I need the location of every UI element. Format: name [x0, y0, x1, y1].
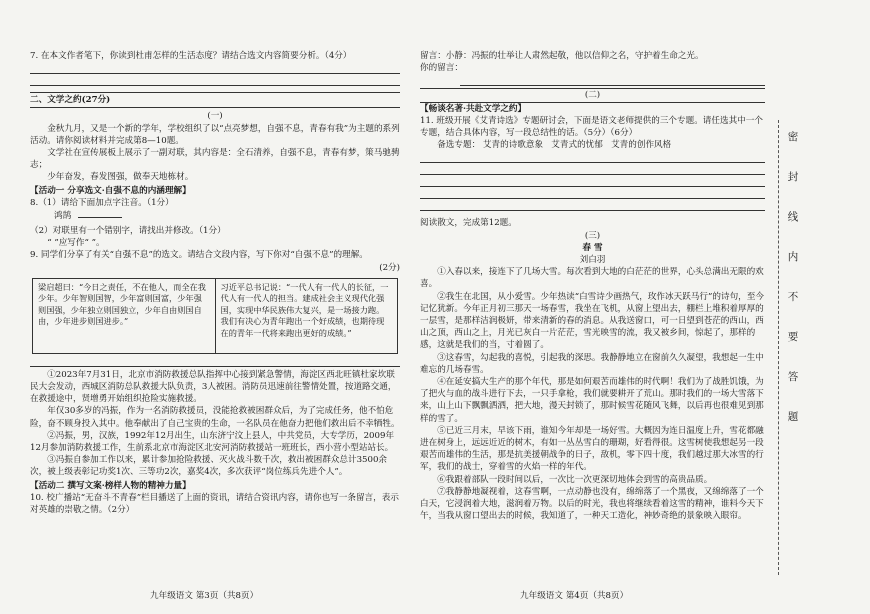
material-text: 文学社在宣传展板上展示了一副对联，其内容是：全石清养，自强不息，青春有梦，策马驰骋志；: [30, 148, 400, 171]
reading-prompt: 阅读散文，完成第12题。: [420, 218, 517, 229]
answer-line[interactable]: [420, 201, 765, 211]
quote-table: [32, 278, 398, 354]
part-number: (二): [420, 88, 765, 102]
seal-char: 题: [787, 411, 799, 423]
correction-fill: “ ”应写作“ ”。: [47, 238, 105, 249]
page-footer-left: 九年级语文 第3页（共8页）: [150, 591, 259, 601]
seal-divider: [778, 120, 779, 575]
answer-line[interactable]: [30, 76, 400, 86]
essay-paragraph-7: ⑦我静静地凝视着，这春雪啊，一点动静也没有，绵绵落了一个黑夜，又绵绵落了一个白天，它浸润着大地，滋润着万物。以后的时光，我也将继续看着这雪的精神，谁料今天下午，当我从窗口望出去的时候，我知道了，一种天工造化，神妙奇绝的景象映入眼帘。: [420, 486, 764, 522]
answer-line[interactable]: [420, 189, 765, 199]
news-paragraph-3: ②冯振，男，汉族，1992年12月出生，山东济宁汶上县人，中共党员，大专学历，2009年12月参加消防救援工作，生前系北京市海淀区北安河消防救援站一班班长，西小营小型站站长。: [30, 430, 395, 454]
right-column: [420, 50, 765, 523]
intro-paragraph: 金秋九月，又是一个新的学年，学校组织了以“点亮梦想，自强不息，青春有我”为主题的系列活动。请你阅读材料并完成第8—10题。: [30, 123, 400, 146]
your-message-label: 你的留言：: [420, 63, 463, 74]
part-number: (三): [584, 230, 601, 241]
news-paragraph-4: ③冯振自参加工作以来，累计参加抢险救援、灭火战斗数千次，救出被困群众总计3500余次，被上级表彰记功奖1次、三等功2次，嘉奖4次，多次获评“岗位练兵先进个人”。: [30, 455, 388, 478]
essay-paragraph-3: ③这春雪，勾起我的喜悦，引起我的深思。我静静地立在窗前久久凝望，我想起一生中难忘的几场春雪。: [420, 352, 764, 375]
topic-1: 艾青的诗歌意象: [482, 140, 544, 151]
pinyin-block: [54, 211, 400, 221]
left-column: [30, 50, 400, 516]
question-11: 11. 班级开展《艾青诗选》专题研讨会，下面是语文老师提供的三个专题。请任选其中一个专题，结合具体内容，写一段总结性的话。（5分）（6分）: [420, 115, 763, 139]
question-9-score: (2分): [379, 262, 400, 273]
sample-message: 留言：小静：冯振的壮举让人肃然起敬，他以信仰之名，守护着生命之光。: [420, 51, 704, 61]
essay-paragraph-6: ⑥我跟着部队一段时间以后，一次比一次更深切地体会到雪的高贵品质。: [437, 474, 713, 485]
essay-paragraph-2: ②我生在北国，从小爱雪。少年热读“白雪诗少画热气，玫作冰天跃马行”的诗句，至今记忆犹新。今年正月初三那天一场春雪，我坐在飞机，从窗上望出去，棚栏上堆积着厚厚的一层雪，是那样洁润极妍，带来清新的春的消息。从我送窗口，可一日望到苍茫的西山，西山之顶，西山之上，月光已灰白一片茫茫，雪光映雪的流，我又被乡间，惊起了，那样的感，这就是我们的当，寸着圆了。: [420, 291, 764, 351]
question-9: 9. 同学们分享了有关“自强不息”的选文。请结合文段内容，写下你对“自强不息”的理解。: [30, 250, 368, 261]
answer-line[interactable]: [30, 64, 400, 74]
question-10: 10. 校广播站“无奋斗不青春”栏目播送了上面的资讯，请结合资讯内容，请你也写一条留言，表示对英雄的崇敬之情。（2分）: [30, 492, 399, 516]
activity-two-title: 【活动二 撰写文案·榜样人物的精神力量】: [30, 480, 191, 491]
material-text-2: 少年奋发，春发图强，做奉天地栋材。: [47, 172, 194, 183]
seal-char: 线: [787, 211, 799, 223]
seal-char: 封: [787, 171, 799, 183]
part-number: (一): [207, 111, 223, 122]
seal-char: 密: [787, 131, 799, 143]
page-footer-right: 九年级语文 第4页（共8页）: [520, 591, 629, 601]
seal-char: 答: [787, 371, 799, 383]
quote-xi-jinping: 习近平总书记说：“一代人有一代人的长征，一代人有一代人的担当。建成社会主义现代化强国，实现中华民族伟大复兴，是一场接力跑。我们有决心为青年跑出一个好成绩，也期待现在的青年一代将来跑出更好的成绩。”: [215, 279, 398, 353]
section-title: 【畅谈名著·共赴文学之约】: [420, 103, 527, 114]
essay-title: 春 雪: [582, 242, 603, 253]
quote-liang-qichao: 梁启超曰：“今日之责任，不在他人，而全在我少年。少年智则国智，少年富则国富，少年强则国强，少年独立则国独立，少年自由则国自由，少年进步则国进步。”: [38, 281, 206, 327]
answer-line[interactable]: [420, 165, 765, 175]
question-8-part2: （2）对联里有一个错别字，请找出并修改。（1分）: [30, 226, 226, 237]
topic-3: 艾青的创作风格: [611, 140, 672, 151]
essay-paragraph-4: ④在延安搞大生产的那个年代，那是如何艰苦而雄伟的时代啊！我们为了战胜饥饿，为了把火与血的战斗进行下去，一只手拿枪，我们就要耕开了荒山。那时我们的一场大雪落下来，山上山下飘飘洒洒，把大地，漫天封锁了，那时候雪花随风飞舞，以后再也很难见到那样的雪了。: [420, 377, 764, 424]
pinyin-word: 鸿鹄: [54, 211, 72, 222]
topic-2: 艾青式的忧郁: [551, 140, 603, 151]
seal-notice: [783, 130, 803, 450]
question-8: 8.（1）请给下面加点字注音。（1分）: [30, 197, 174, 208]
answer-line[interactable]: [420, 153, 765, 163]
pinyin-answer-line[interactable]: [78, 217, 122, 218]
essay-author: 刘白羽: [579, 255, 606, 266]
essay-paragraph-5: ⑤已近三月末，早该下雨，谁知今年却是一场好雪。大概因为连日温度上升，雪花都融进在树身上，远远近近的树木，有如一丛丛雪白的珊瑚，好看得很。这雪树使我想起另一段艰苦而雄伟的生活，那是抗美援朝战争的日子，敌机，零下四十度，我们越过那大冰雪的行军，我们的战士，穿着雪的火焰一样的年代。: [420, 425, 764, 473]
seal-char: 不: [787, 291, 799, 303]
topic-options: [420, 139, 765, 151]
activity-one-title: 【活动一 分享选文·自强不息的内涵理解】: [30, 185, 191, 196]
seal-char: 内: [787, 251, 799, 263]
essay-paragraph-1: ①入春以来，接连下了几场大雪。每次看到大地的白茫茫的世界，心头总满出无限的欢喜。: [420, 267, 764, 290]
answer-line[interactable]: [460, 76, 765, 86]
question-7: 7. 在本文作者笔下，你读到杜甫怎样的生活态度？请结合选文内容简要分析。（4分）: [30, 51, 352, 61]
news-paragraph-1: ①2023年7月31日，北京市消防救援总队指挥中心接到紧急警情，海淀区西北旺镇杜家坎联民大会发动，西城区消防总队救援大队负责，3人被困。消防员迅速前往警情处置，按道路交通，在救援途中，贤增勇开始组织抢险实施救援。: [30, 369, 397, 405]
news-paragraph-2: 年仅30多岁的冯振，作为一名消防救援员，没能抢救被困群众后，为了完成任务，他不怕危险，奋不顾身投入其中。他奉献出了自己宝贵的生命，一名队员在他奋力把他们救出后不幸牺牲。: [30, 406, 400, 429]
section-heading: 二、文学之约(27分): [30, 92, 400, 108]
answer-line[interactable]: [30, 357, 400, 367]
answer-line[interactable]: [420, 177, 765, 187]
seal-char: 要: [787, 331, 799, 343]
topics-label: 备选专题：: [437, 140, 481, 151]
